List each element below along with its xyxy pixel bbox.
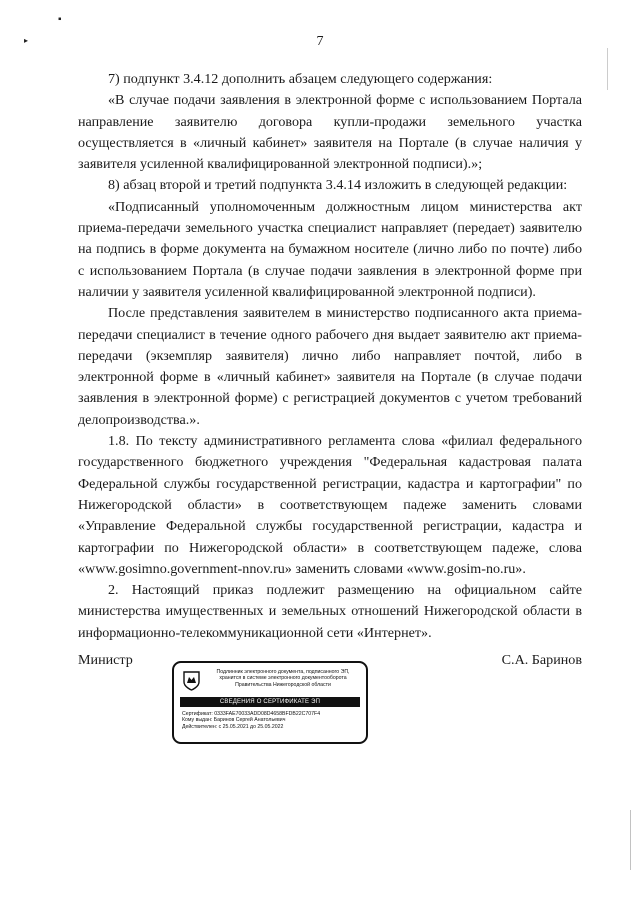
scan-mark: ▪ [58,14,62,25]
certificate-number: Сертификат: 0333FAE70033ADD08D4658BFDB22C707F4 [182,711,321,717]
certificate-details [182,711,362,730]
paragraph: 8) абзац второй и третий подпункта 3.4.14 изложить в следующей редакции: [108,177,568,194]
scan-mark: ▸ [24,36,29,45]
scan-edge-line [607,48,608,90]
stamp-notice-line: хранится в системе электронного документооборота [219,675,347,682]
stamp-notice-line: Правительства Нижегородской области [235,681,331,688]
certificate-validity: Действителен: с 25.05.2021 до 25.05.2022 [182,723,284,730]
paragraph: После представления заявителем в министерство подписанного акта приема-передачи специалист в течение одного рабочего дня выдает заявителю акт приема-передачи (экземпляр заявителя) лично либо направляет почтой, либо в электронной форме в «личный кабинет» заявителя на Портале (в случае подачи заявления в электронной форме) с регистрацией документов с учетом требований делопроизводства.». [78,305,582,428]
paragraph: «В случае подачи заявления в электронной форме с использованием Портала направление заявителю договора купли-продажи земельного участка осуществляется в «личный кабинет» заявителя на Портале (в случае наличия у заявителя усиленной квалифицированной электронной подписи).»; [78,92,582,173]
signer-title: Министр [78,652,133,668]
page-number: 7 [316,34,324,49]
scan-edge-line [630,810,631,870]
paragraph: 2. Настоящий приказ подлежит размещению на официальном сайте министерства имущественных и земельных отношений Нижегородской области в информационно-телекоммуникационной сети «Интернет». [78,582,582,641]
electronic-signature-stamp [172,661,368,744]
certificate-owner: Кому выдан: Баринов Сергей Анатольевич [182,717,286,724]
coat-of-arms-icon [183,671,200,691]
signer-name: С.А. Баринов [501,652,582,668]
stamp-notice [204,669,362,688]
paragraph: 7) подпункт 3.4.12 дополнить абзацем следующего содержания: [108,71,493,87]
paragraph: 1.8. По тексту административного регламента слова «филиал федерального государственного бюджетного учреждения "Федеральная кадастровая палата Федеральной службы государственной регистрации, кадастра и картографии" по Нижегородской области» в соответствующем падеже заменить словами «Управление Федеральной службы государственной регистрации, кадастра и картографии по Нижегородской области» в соответствующем падеже, слова «www.gosimno.government-nnov.ru» заменить словами «www.gosim-no.ru». [78,433,582,577]
stamp-notice-line: Подлинник электронного документа, подписанного ЭП, [216,669,350,675]
paragraph: «Подписанный уполномоченным должностным лицом министерства акт приема-передачи земельного участка специалист направляет (передает) заявителю на подпись в форме документа на бумажном носителе (лично либо по почте) либо с использованием Портала (в случае подачи заявления в электронной форме при наличии у заявителя усиленной квалифицированной электронной подписи). [78,198,582,300]
stamp-header: СВЕДЕНИЯ О СЕРТИФИКАТЕ ЭП [180,697,360,707]
document-body [78,69,582,644]
